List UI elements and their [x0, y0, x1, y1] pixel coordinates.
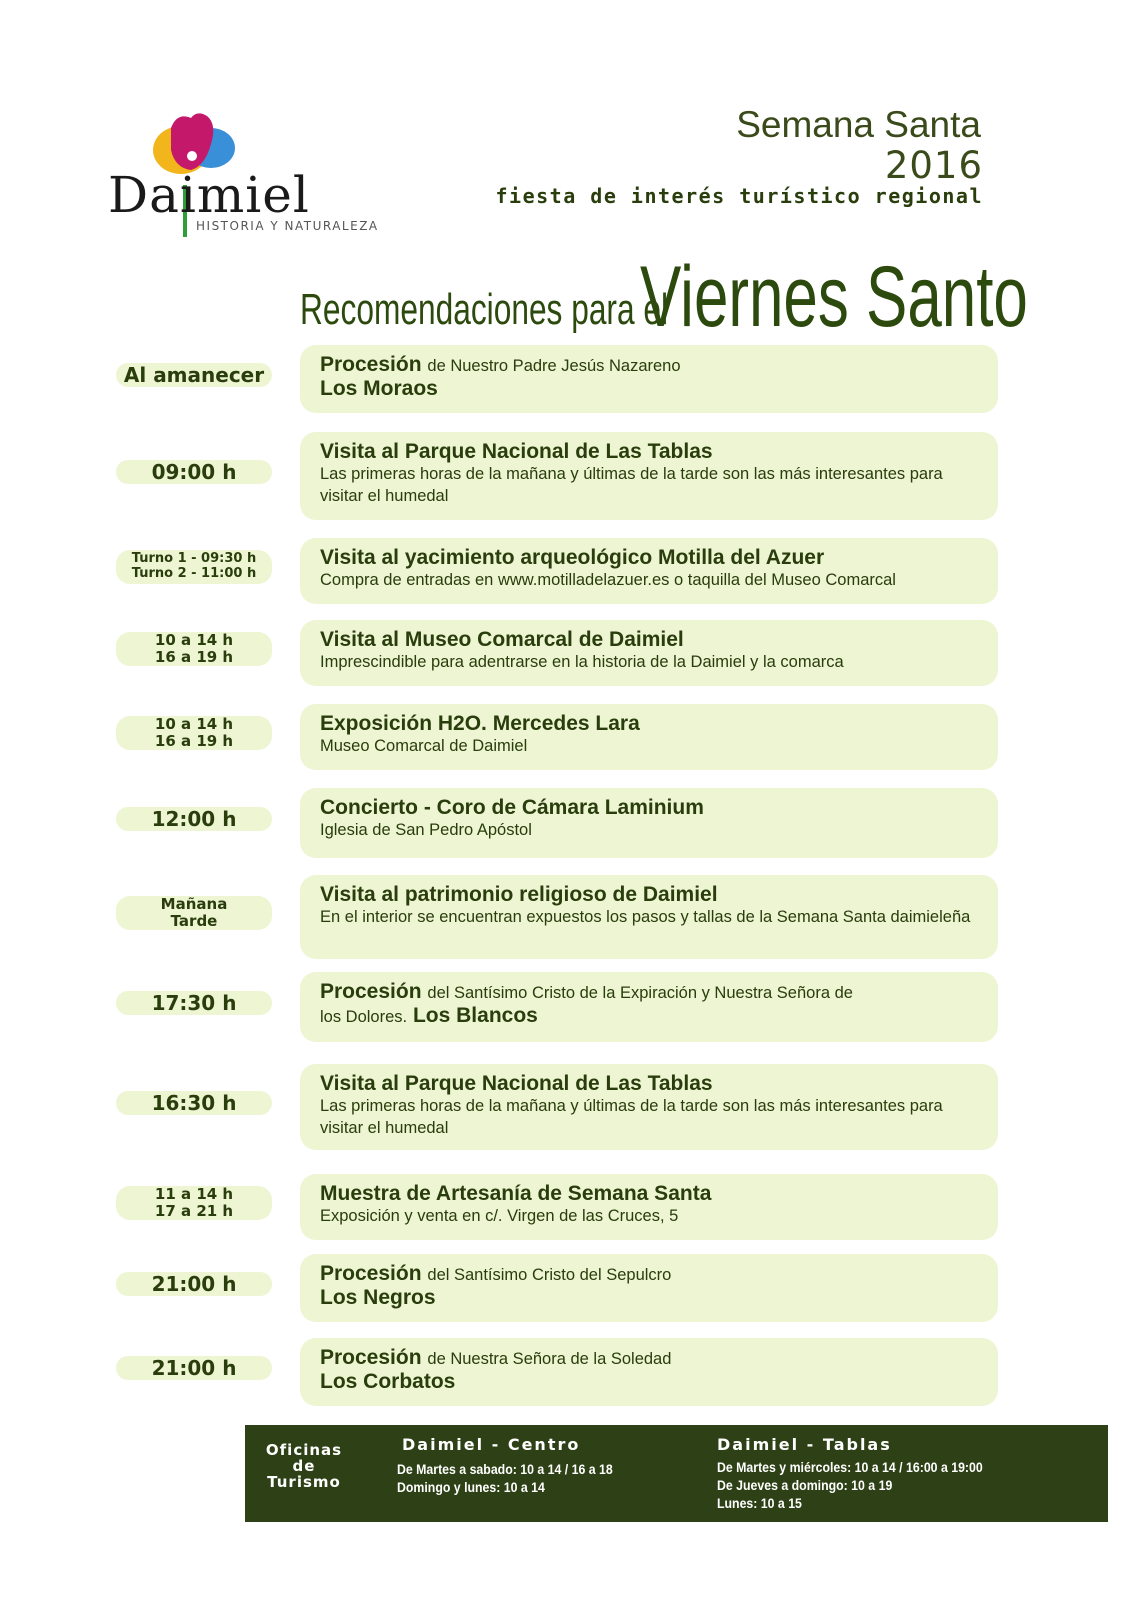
heading-prefix: Recomendaciones para el [300, 285, 669, 334]
event-description: Exposición y venta en c/. Virgen de las Cruces, 5 [320, 1207, 679, 1226]
time-badge [116, 991, 272, 1015]
office-centro-hours: Domingo y lunes: 10 a 14 [397, 1479, 545, 1495]
event-second-line [320, 1286, 982, 1310]
event-second-line [320, 1004, 982, 1028]
office-tablas-hours: Lunes: 10 a 15 [717, 1495, 802, 1511]
event-title-bold: Procesión [320, 1262, 422, 1285]
event-title-bold: Exposición H2O. Mercedes Lara [320, 712, 640, 735]
time-text: Turno 2 - 11:00 h [131, 566, 257, 581]
time-text: Mañana [160, 894, 228, 913]
event-second-line [320, 1370, 982, 1394]
event-description: En el interior se encuentran expuestos los pasos y tallas de la Semana Santa daimieleña [320, 908, 971, 927]
event-title-rest: del Santísimo Cristo del Sepulcro [427, 1266, 672, 1284]
event-card [300, 704, 998, 770]
event-title [320, 440, 982, 464]
time-text: Al amanecer [123, 362, 265, 387]
office-centro-name: Daimiel - Centro [402, 1435, 581, 1454]
event-title-rest: de Nuestro Padre Jesús Nazareno [427, 357, 681, 375]
event-card [300, 1254, 998, 1322]
footer-label: Oficinas de Turismo [265, 1441, 343, 1491]
office-tablas-name: Daimiel - Tablas [717, 1435, 892, 1454]
event-title-bold: Visita al Museo Comarcal de Daimiel [320, 628, 684, 651]
event-title [320, 628, 982, 652]
event-description: Las primeras horas de la mañana y últimas de la tarde son las más interesantes para visitar el humedal [320, 465, 943, 505]
event-card [300, 972, 998, 1042]
event-card [300, 345, 998, 413]
time-badge [116, 1356, 272, 1380]
time-text: 16 a 19 h [154, 732, 234, 750]
event-description: Las primeras horas de la mañana y últimas de la tarde son las más interesantes para visitar el humedal [320, 1097, 943, 1137]
time-text: 12:00 h [151, 806, 237, 831]
heading-highlight: Viernes Santo [640, 249, 1028, 345]
time-badge [116, 1272, 272, 1296]
event-description: Imprescindible para adentrarse en la historia de la Daimiel y la comarca [320, 653, 844, 672]
event-title [320, 1346, 982, 1370]
event-subtitle: fiesta de interés turístico regional [495, 184, 983, 208]
time-badge [116, 1091, 272, 1115]
brotherhood-name: Los Moraos [320, 377, 438, 401]
tourism-offices-footer [245, 1425, 1108, 1522]
event-title-bold: Procesión [320, 980, 422, 1003]
event-title [320, 883, 982, 907]
event-line2-text: los Dolores. [320, 1008, 408, 1027]
event-card [300, 1064, 998, 1150]
time-text: 11 a 14 h [154, 1184, 234, 1203]
office-tablas-hours: De Jueves a domingo: 10 a 19 [717, 1477, 893, 1493]
logo-tagline: HISTORIA Y NATURALEZA [196, 219, 379, 233]
time-badge [116, 807, 272, 831]
event-card [300, 620, 998, 686]
time-text: 10 a 14 h [154, 714, 234, 733]
time-text: 16:30 h [151, 1090, 237, 1115]
time-text: 09:00 h [151, 459, 237, 484]
event-description: Compra de entradas en www.motilladelazuer.es o taquilla del Museo Comarcal [320, 571, 896, 590]
time-badge [116, 363, 272, 387]
time-text: 16 a 19 h [154, 648, 234, 666]
event-title-bold: Visita al Parque Nacional de Las Tablas [320, 1072, 713, 1095]
event-title [320, 1182, 982, 1206]
time-badge [116, 896, 272, 930]
event-title [320, 353, 982, 377]
time-badge [116, 550, 272, 584]
event-title [320, 1072, 982, 1096]
time-text: 17 a 21 h [154, 1202, 234, 1220]
event-title-rest: de Nuestra Señora de la Soledad [427, 1350, 672, 1368]
time-badge [116, 632, 272, 666]
office-tablas-hours: De Martes y miércoles: 10 a 14 / 16:00 a 19:00 [717, 1459, 983, 1475]
event-card [300, 1338, 998, 1406]
logo-wordmark: Daimiel [108, 166, 310, 224]
time-badge [116, 1186, 272, 1220]
event-card [300, 1174, 998, 1240]
event-card [300, 432, 998, 520]
event-title [320, 980, 982, 1004]
time-text: 10 a 14 h [154, 630, 234, 649]
event-title: Semana Santa [736, 104, 981, 145]
event-title-bold: Procesión [320, 1346, 422, 1369]
time-text: 21:00 h [151, 1271, 237, 1296]
brotherhood-name: Los Corbatos [320, 1370, 456, 1394]
event-description: Museo Comarcal de Daimiel [320, 737, 528, 756]
event-card [300, 788, 998, 858]
event-title-bold: Muestra de Artesanía de Semana Santa [320, 1182, 712, 1205]
event-title [320, 712, 982, 736]
event-title-bold: Concierto - Coro de Cámara Laminium [320, 796, 704, 819]
daimiel-logo [108, 110, 398, 240]
event-title [320, 1262, 982, 1286]
event-title-rest: del Santísimo Cristo de la Expiración y Nuestra Señora de [427, 984, 853, 1002]
brotherhood-name: Los Blancos [412, 1004, 538, 1028]
event-card [300, 875, 998, 959]
time-text: 21:00 h [151, 1355, 237, 1380]
time-badge [116, 460, 272, 484]
event-title-bold: Visita al patrimonio religioso de Daimiel [320, 883, 718, 906]
event-year: 2016 [884, 144, 983, 187]
event-second-line [320, 377, 982, 401]
event-description: Iglesia de San Pedro Apóstol [320, 821, 532, 840]
event-title-bold: Visita al Parque Nacional de Las Tablas [320, 440, 713, 463]
time-text: Tarde [170, 912, 218, 930]
event-title [320, 796, 982, 820]
event-title-bold: Procesión [320, 353, 422, 376]
time-text: Turno 1 - 09:30 h [131, 551, 257, 567]
time-badge [116, 716, 272, 750]
brotherhood-name: Los Negros [320, 1286, 436, 1310]
office-centro-hours: De Martes a sabado: 10 a 14 / 16 a 18 [397, 1461, 613, 1477]
event-card [300, 538, 998, 604]
event-title-bold: Visita al yacimiento arqueológico Motilla del Azuer [320, 546, 825, 569]
event-title [320, 546, 982, 570]
time-text: 17:30 h [151, 990, 237, 1015]
